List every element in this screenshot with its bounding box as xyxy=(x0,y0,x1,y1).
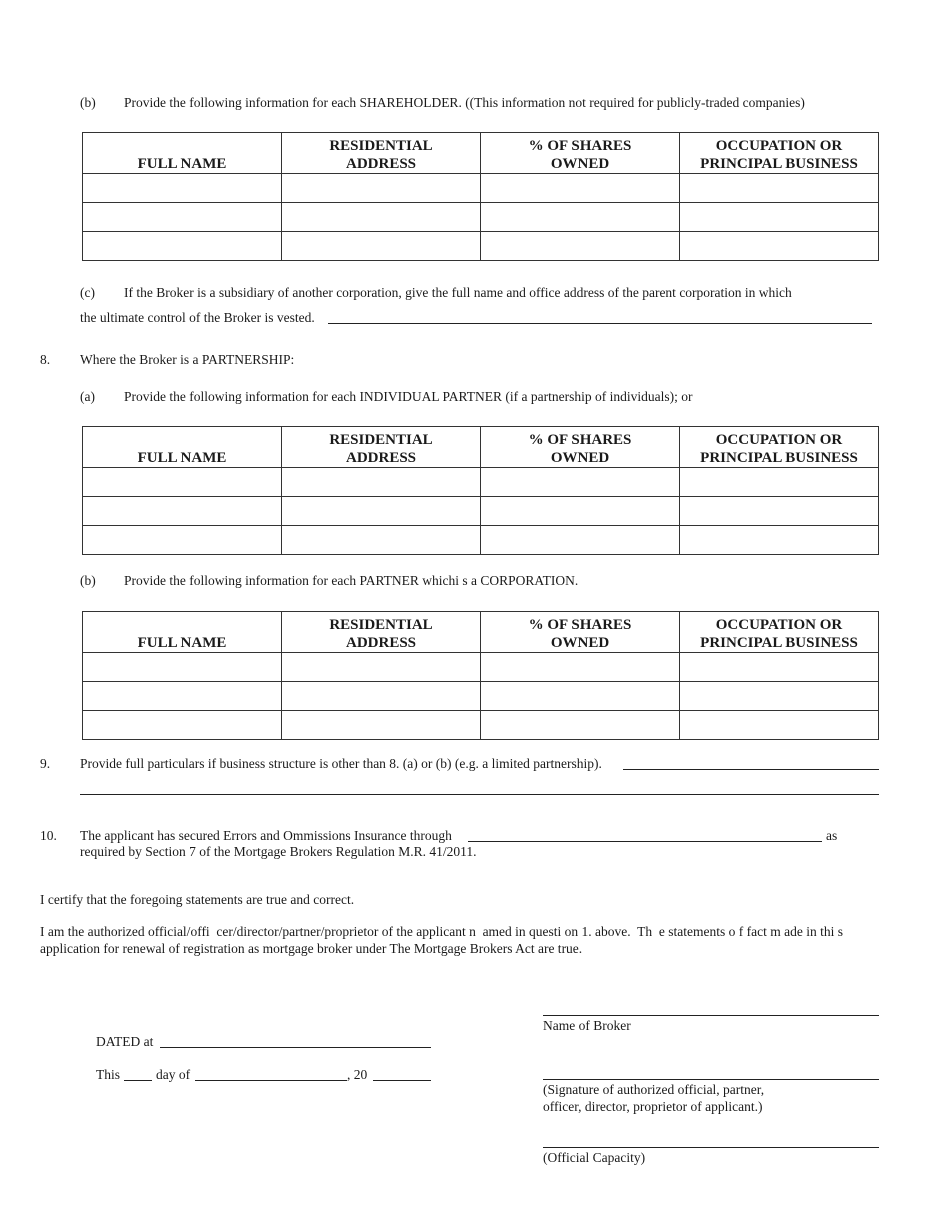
name-of-broker-label: Name of Broker xyxy=(543,1018,631,1033)
table-cell[interactable] xyxy=(282,711,481,740)
table-row xyxy=(83,497,879,526)
table-cell[interactable] xyxy=(481,468,680,497)
table-cell[interactable] xyxy=(680,497,879,526)
header-occupation: OCCUPATION OR PRINCIPAL BUSINESS xyxy=(680,133,879,174)
section-8-number: 8. xyxy=(40,352,51,367)
header-residential-address: RESIDENTIAL ADDRESS xyxy=(282,133,481,174)
table-cell[interactable] xyxy=(680,203,879,232)
table-cell[interactable] xyxy=(481,653,680,682)
table-cell[interactable] xyxy=(83,711,282,740)
table-cell[interactable] xyxy=(680,232,879,261)
table-cell[interactable] xyxy=(481,232,680,261)
table-cell[interactable] xyxy=(680,526,879,555)
table-cell[interactable] xyxy=(282,232,481,261)
header-residential-address: RESIDENTIAL ADDRESS xyxy=(282,612,481,653)
section-7b-instruction: Provide the following information for each SHAREHOLDER. ((This information not required for publicly-traded companies) xyxy=(124,95,805,110)
section-7c-marker: (c) xyxy=(80,285,95,300)
table-cell[interactable] xyxy=(680,682,879,711)
year-prefix-label: , 20 xyxy=(347,1067,368,1082)
table-row xyxy=(83,232,879,261)
section-10-as: as xyxy=(826,828,838,843)
authorized-statement-line2: application for renewal of registration as mortgage broker under The Mortgage Brokers Act are true. xyxy=(40,941,583,956)
table-cell[interactable] xyxy=(83,682,282,711)
section-9-instruction: Provide full particulars if business structure is other than 8. (a) or (b) (e.g. a limited partnership). xyxy=(80,756,602,771)
section-8a-marker: (a) xyxy=(80,389,95,404)
section-10-line2: required by Section 7 of the Mortgage Brokers Regulation M.R. 41/2011. xyxy=(80,844,477,859)
month-input-line[interactable] xyxy=(195,1080,347,1081)
table-cell[interactable] xyxy=(83,653,282,682)
table-cell[interactable] xyxy=(83,497,282,526)
table-cell[interactable] xyxy=(282,682,481,711)
official-capacity-label: (Official Capacity) xyxy=(543,1150,646,1165)
table-cell[interactable] xyxy=(680,653,879,682)
broker-name-line[interactable] xyxy=(543,1015,879,1016)
individual-partner-table xyxy=(82,426,879,555)
table-cell[interactable] xyxy=(83,174,282,203)
authorized-statement-line1: I am the authorized official/offi cer/director/partner/proprietor of the applicant n amed in questi on 1. above. Th e statements o f fact m ade in thi s xyxy=(40,924,843,939)
table-cell[interactable] xyxy=(282,203,481,232)
dated-at-label: DATED at xyxy=(96,1034,154,1049)
header-occupation: OCCUPATION OR PRINCIPAL BUSINESS xyxy=(680,612,879,653)
table-header-row xyxy=(83,612,879,653)
section-10-number: 10. xyxy=(40,828,57,843)
business-structure-input-line-1[interactable] xyxy=(623,769,879,770)
signature-line[interactable] xyxy=(543,1079,879,1080)
header-shares-owned: % OF SHARES OWNED xyxy=(481,427,680,468)
day-input-line[interactable] xyxy=(124,1080,152,1081)
table-cell[interactable] xyxy=(481,203,680,232)
header-shares-owned: % OF SHARES OWNED xyxy=(481,133,680,174)
section-8a-instruction: Provide the following information for each INDIVIDUAL PARTNER (if a partnership of individuals); or xyxy=(124,389,693,404)
table-cell[interactable] xyxy=(481,526,680,555)
signature-label-line1: (Signature of authorized official, partner, xyxy=(543,1082,765,1097)
header-shares-owned: % OF SHARES OWNED xyxy=(481,612,680,653)
table-cell[interactable] xyxy=(481,497,680,526)
table-row xyxy=(83,203,879,232)
table-cell[interactable] xyxy=(282,526,481,555)
header-full-name: FULL NAME xyxy=(83,612,282,653)
table-cell[interactable] xyxy=(282,653,481,682)
header-residential-address: RESIDENTIAL ADDRESS xyxy=(282,427,481,468)
table-cell[interactable] xyxy=(481,711,680,740)
table-row xyxy=(83,526,879,555)
business-structure-input-line-2[interactable] xyxy=(80,794,879,795)
table-cell[interactable] xyxy=(83,468,282,497)
certify-statement: I certify that the foregoing statements are true and correct. xyxy=(40,892,355,907)
table-cell[interactable] xyxy=(282,174,481,203)
section-7c-line2: the ultimate control of the Broker is vested. xyxy=(80,310,315,325)
shareholder-table xyxy=(82,132,879,261)
corporate-partner-table xyxy=(82,611,879,740)
section-8b-instruction: Provide the following information for each PARTNER whichi s a CORPORATION. xyxy=(124,573,579,588)
table-row xyxy=(83,174,879,203)
table-cell[interactable] xyxy=(680,468,879,497)
section-10-line1: The applicant has secured Errors and Ommissions Insurance through xyxy=(80,828,452,843)
table-cell[interactable] xyxy=(680,174,879,203)
table-header-row xyxy=(83,133,879,174)
table-row xyxy=(83,711,879,740)
section-7c-line1: If the Broker is a subsidiary of another corporation, give the full name and office address of the parent corporation in which xyxy=(124,285,792,300)
section-8-title: Where the Broker is a PARTNERSHIP: xyxy=(80,352,295,367)
table-cell[interactable] xyxy=(282,497,481,526)
section-9-number: 9. xyxy=(40,756,51,771)
table-row xyxy=(83,682,879,711)
table-cell[interactable] xyxy=(481,682,680,711)
table-cell[interactable] xyxy=(83,526,282,555)
signature-label-line2: officer, director, proprietor of applicant.) xyxy=(543,1099,763,1114)
this-label: This xyxy=(96,1067,121,1082)
table-cell[interactable] xyxy=(680,711,879,740)
table-row xyxy=(83,468,879,497)
header-occupation: OCCUPATION OR PRINCIPAL BUSINESS xyxy=(680,427,879,468)
table-cell[interactable] xyxy=(83,203,282,232)
year-input-line[interactable] xyxy=(373,1080,431,1081)
insurance-provider-input-line[interactable] xyxy=(468,841,822,842)
header-full-name: FULL NAME xyxy=(83,427,282,468)
table-header-row xyxy=(83,427,879,468)
header-full-name: FULL NAME xyxy=(83,133,282,174)
official-capacity-line[interactable] xyxy=(543,1147,879,1148)
table-row xyxy=(83,653,879,682)
day-of-label: day of xyxy=(156,1067,191,1082)
section-7b-marker: (b) xyxy=(80,95,96,110)
table-cell[interactable] xyxy=(83,232,282,261)
table-cell[interactable] xyxy=(282,468,481,497)
table-cell[interactable] xyxy=(481,174,680,203)
parent-corporation-input-line[interactable] xyxy=(328,323,872,324)
dated-at-input-line[interactable] xyxy=(160,1047,431,1048)
section-8b-marker: (b) xyxy=(80,573,96,588)
